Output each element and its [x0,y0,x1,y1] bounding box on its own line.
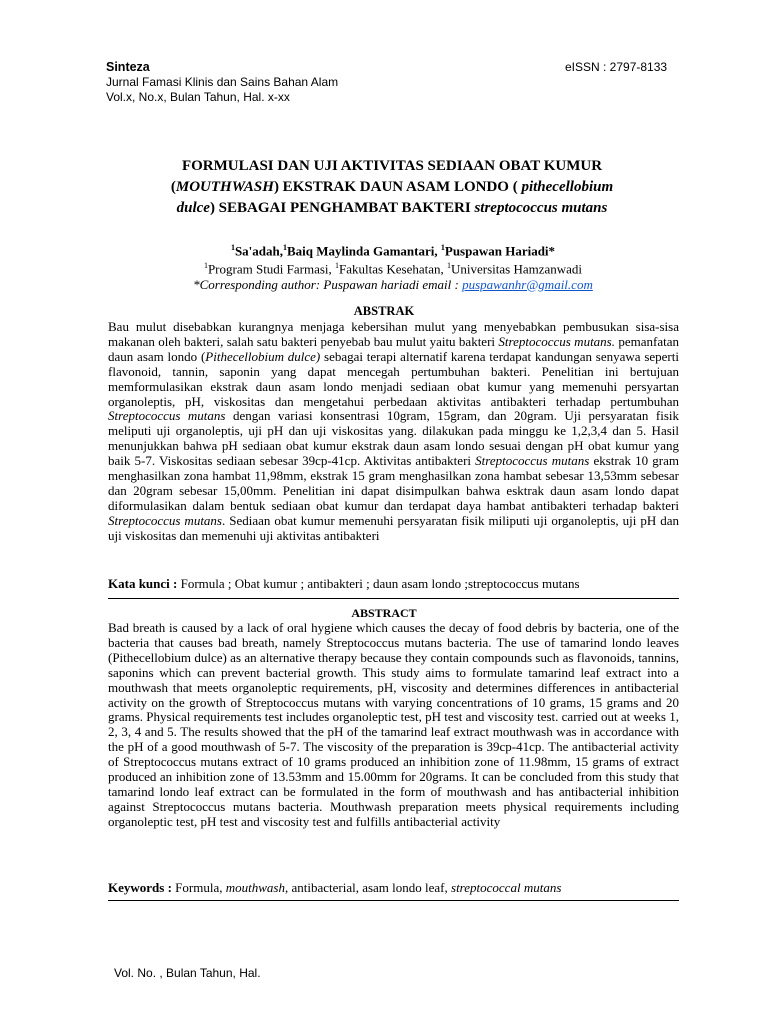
paper-title [112,156,672,219]
title-text: ) SEBAGAI PENGHAMBAT BAKTERI [209,200,475,216]
affiliation-sup: 1 [440,243,445,252]
kata-kunci-label: Kata kunci : [108,576,181,591]
title-text: ) EKSTRAK DAUN ASAM LONDO ( [273,179,522,195]
title-italic: MOUTHWASH [175,179,274,195]
abstrak-text: Bau mulut disebabkan kurangnya menjaga kebersihan mulut yang menyebabkan pembusukan sisa-sisa makanan oleh bakteri, salah satu bakteri penyebab bau mulut yaitu bakteri [108,319,679,349]
affiliation-sup: 1 [447,261,451,271]
section-divider [108,900,679,901]
author-name: Puspawan Hariadi* [444,243,556,259]
title-italic: dulce [176,200,210,216]
section-divider [108,598,679,599]
abstrak-text: dengan variasi konsentrasi 10gram, 15gram, dan 20gram. Uji persyaratan fisik meliputi uji organoleptis, uji pH dan uji viskositas yang. dilakukan pada minggu ke 1,2,3,4 dan 5. Hasil menunjukkan bahwa pH sediaan obat kumur ekstrak daun asam londo sesuai dengan pH obat kumur yang baik 5-7. Viskositas sediaan sebesar 39cp-41cp. Aktivitas antibakteri [108,408,679,469]
affiliation-sup: 1 [335,261,340,271]
abstrak-italic: Streptococcus mutans [108,512,222,528]
affiliations [106,258,680,276]
abstract-body: Bad breath is caused by a lack of oral hygiene which causes the decay of food debris by bacteria, one of the bacteria that causes bad breath, namely Streptococcus mutans bacteria. The use of tamarind londo leaves (Pithecellobium dulce) as an alternative therapy because they contain compounds such as flavonoids, tannins, saponins which can prevent bacterial growth. This study aims to formulate tamarind leaf extract into a mouthwash that meets organoleptic requirements, pH, viscosity and determines differences in antibacterial activity on the growth of Streptococcus mutans with varying concentrations of 10 grams, 15 grams and 20 grams. Physical requirements test includes organoleptic test, pH test and viscosity test. carried out at weeks 1, 2, 3, 4 and 5. The results showed that the pH of the tamarind leaf extract mouthwash was in accordance with the pH of a good mouthwash of 5-7. The viscosity of the preparation is 39cp-41cp. The antibacterial activity of Streptococcus mutans extract of 10 grams produced an inhibition zone of 11.98mm, 15 grams of extract produced an inhibition zone of 13.53mm and 15.00mm for 20grams. It can be concluded from this study that tamarind londo leaf extract can be formulated in the form of mouthwash and has antibacterial inhibition against Streptococcus mutans bacteria. Mouthwash preparation meets physical requirements including organoleptic test, pH test and viscosity test and fulfills antibacterial activity [108,620,679,829]
title-line-3 [112,198,672,219]
title-italic: pithecellobium [521,179,614,195]
author-names [106,240,680,258]
volume-line: Vol.x, No.x, Bulan Tahun, Hal. x-xx [106,90,290,104]
keywords [108,880,679,895]
title-text: ( [170,179,176,195]
title-line-2 [112,177,672,198]
title-italic: streptococcus mutans [474,200,608,216]
kata-kunci [108,576,679,591]
affiliation-sup: 1 [230,243,235,252]
eissn: eISSN : 2797-8133 [565,60,668,74]
authors-block [106,240,680,292]
keywords-text: Formula, [175,880,226,895]
abstrak-text: . Sediaan obat kumur memenuhi persyaratan fisik miliputi uji organoleptis, uji pH dan uji viskositas dan memenuhi uji aktivitas antibakteri [108,512,679,543]
journal-short-name: Sinteza [106,60,150,74]
abstrak-text: sebagai terapi alternatif karena terdapat kandungan senyawa seperti flavonoid, tannin, saponin yang dapat mencegah pertumbuhan bakteri. Penelitian ini bertujuan memformulasikan ekstrak daun asam londo menjadi sediaan obat kumur yang memenuhi persyartan organoleptis, pH, viskositas dan mengetahui perbedaan aktivitas antibakteri terhadap pertumbuhan [108,348,679,409]
abstrak-heading: ABSTRAK [353,304,415,318]
keywords-italic: mouthwash [225,880,285,895]
abstrak-italic: Pithecellobium dulce) [205,348,321,364]
abstrak-body [108,320,679,544]
kata-kunci-text: Formula ; Obat kumur ; antibakteri ; daun asam londo ;streptococcus mutans [180,576,580,591]
keywords-label: Keywords : [108,880,176,895]
title-line-1: FORMULASI DAN UJI AKTIVITAS SEDIAAN OBAT KUMUR [181,158,603,174]
keywords-italic: streptococcal mutans [451,880,562,895]
journal-full-name: Jurnal Famasi Klinis dan Sains Bahan Alam [106,75,339,89]
affiliation: Universitas Hamzanwadi [451,261,583,277]
affiliation-sup: 1 [203,261,208,271]
abstrak-text: pemanfatan daun asam londo ( [108,333,679,364]
journal-header [106,60,338,105]
abstrak-italic: Streptococcus mutans. [498,333,615,349]
email-link[interactable]: puspawanhr@gmail.com [462,276,593,292]
corresponding-text: *Corresponding author: Puspawan hariadi email : [193,276,463,292]
author-name: Sa'adah, [234,243,284,259]
page-footer: Vol. No. , Bulan Tahun, Hal. [114,966,261,980]
keywords-text: , antibacterial, asam londo leaf, [284,880,452,895]
abstract-heading: ABSTRACT [351,606,417,620]
abstrak-italic: Streptococcus mutans [475,453,590,469]
author-name: Baiq Maylinda Gamantari, [287,243,441,259]
affiliation: Program Studi Farmasi, [207,261,336,277]
abstrak-text: ekstrak 10 gram menghasilkan zona hambat 11,98mm, ekstrak 15 gram menghasilkan zona hambat sebesar 13,53mm sebesar dan 20gram sebesar 15,00mm. Penelitian ini dapat disimpulkan bahwa esktrak daun asam londo dapat diformulasikan dalam bentuk sediaan obat kumur dan terdapat daya hambat antibakteri terhadap bakteri [108,453,679,513]
abstrak-italic: Streptococcus mutans [108,408,226,424]
affiliation: Fakultas Kesehatan, [339,261,447,277]
affiliation-sup: 1 [283,243,288,252]
corresponding-author [106,277,680,292]
